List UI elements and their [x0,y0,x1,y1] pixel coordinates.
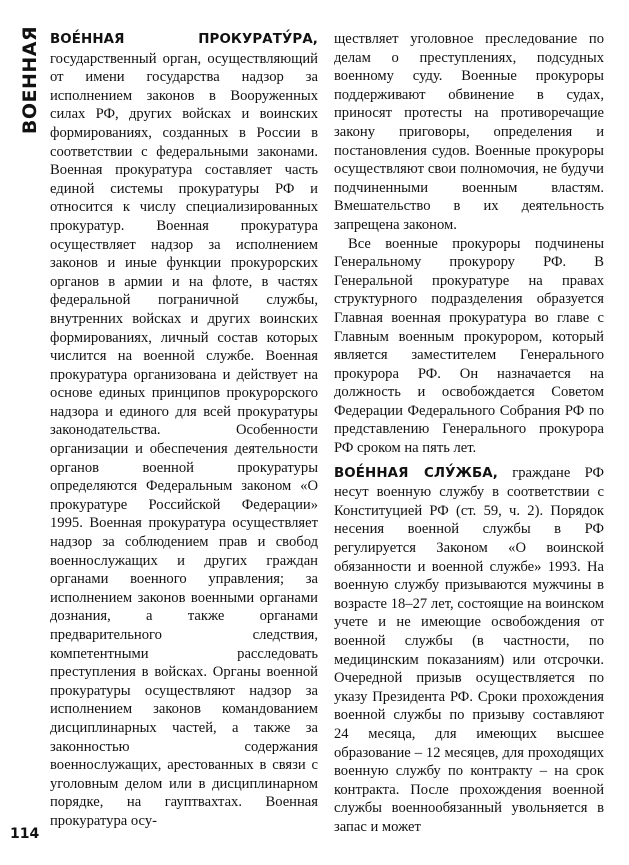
entry-body: граждане РФ несут военную службу в соответствии с Конституцией РФ (ст. 59, ч. 2). Порядок несения военной службы в РФ регулируется Законом «О воинской обязанности и военной службе» 1993. На военную службу призываются мужчины в возрасте 18–27 лет, состоящие на воинском учете и не имеющие освобождения от военной службы (в частности, по медицинским показаниям) или отсрочки. Очередной призыв осуществляется по указу Президента РФ. Сроки прохождения военной службы по призыву составляют 24 месяца, для имеющих высшее образование – 12 месяцев, для проходящих военную службу по контракту – на срок контракта. После прохождения военной службы военнообязанный увольняется в запас и может [334,464,604,835]
entry-military-prosecution [50,30,318,831]
entry-headword: ВОЕ́ННАЯ ПРОКУРАТУ́РА, [50,32,318,47]
running-head-text: ВОЕННАЯ [19,25,42,135]
page-number: 114 [10,826,40,842]
left-column [50,30,318,831]
entry-headword: ВОЕ́ННАЯ СЛУ́ЖБА, [334,465,498,481]
running-head [18,25,42,135]
entry-military-service [334,464,604,837]
right-column [334,30,604,837]
entry-continuation: ществляет уголовное преследование по делам о преступлениях, подсудных военному суду. Военные прокуроры поддерживают обвинение в судах, приносят протесты на противоречащие закону приговоры, определения и постановления судов. Военные прокуроры осуществляют свои полномочия, не будучи подчиненными военным властям. Вмешательство в их деятельность запрещена законом. [334,31,604,233]
entry-body: государственный орган, осуществляющий от имени государства надзор за исполнением законов в Вооруженных силах РФ, других войсках и воинских формированиях, созданных в России в соответствии с федеральными законами. Военная прокуратура составляет часть единой системы прокуратуры РФ и относится к числу специализированных прокуратур. Военная прокуратура осуществляет надзор за исполнением законов и иные функции прокурорских органов в армии и на флоте, в частях федеральной пограничной службы, внутренних войсках и других воинских формированиях, личный состав которых числится на военной службе. Военная прокуратура организована и действует на основе единых принципов прокурорского надзора и единого для всей прокуратуры законодательства. Особенности организации и обеспечения деятельности органов военной прокуратуры определяются Федеральным законом «О прокуратуре Российской Федерации» 1995. Военная прокуратура осуществляет надзор за соблюдением прав и свобод военнослужащих и других граждан органами военного управления; за исполнением законов военными органами дознания, а также органами предварительного следствия, компетентными расследовать преступления в войсках. Органы военной прокуратуры осуществляют надзор за исполнением законов командованием дисциплинарных частей, а также за законностью содержания военнослужащих, арестованных в связи с уголовным делом или в дисциплинарном порядке, на гауптвахтах. Военная прокуратура осу- [50,50,318,829]
entry-paragraph: Все военные прокуроры подчинены Генеральному прокурору РФ. В Генеральной прокуратуре на правах структурного подразделения образуется Главная военная прокуратура во главе с Главным военным прокурором, который является заместителем Генерального прокурора РФ. Он назначается на должность и освобождается Советом Федерации Федерального Собрания РФ по представлению Генерального прокурора РФ сроком на пять лет. [334,235,604,457]
